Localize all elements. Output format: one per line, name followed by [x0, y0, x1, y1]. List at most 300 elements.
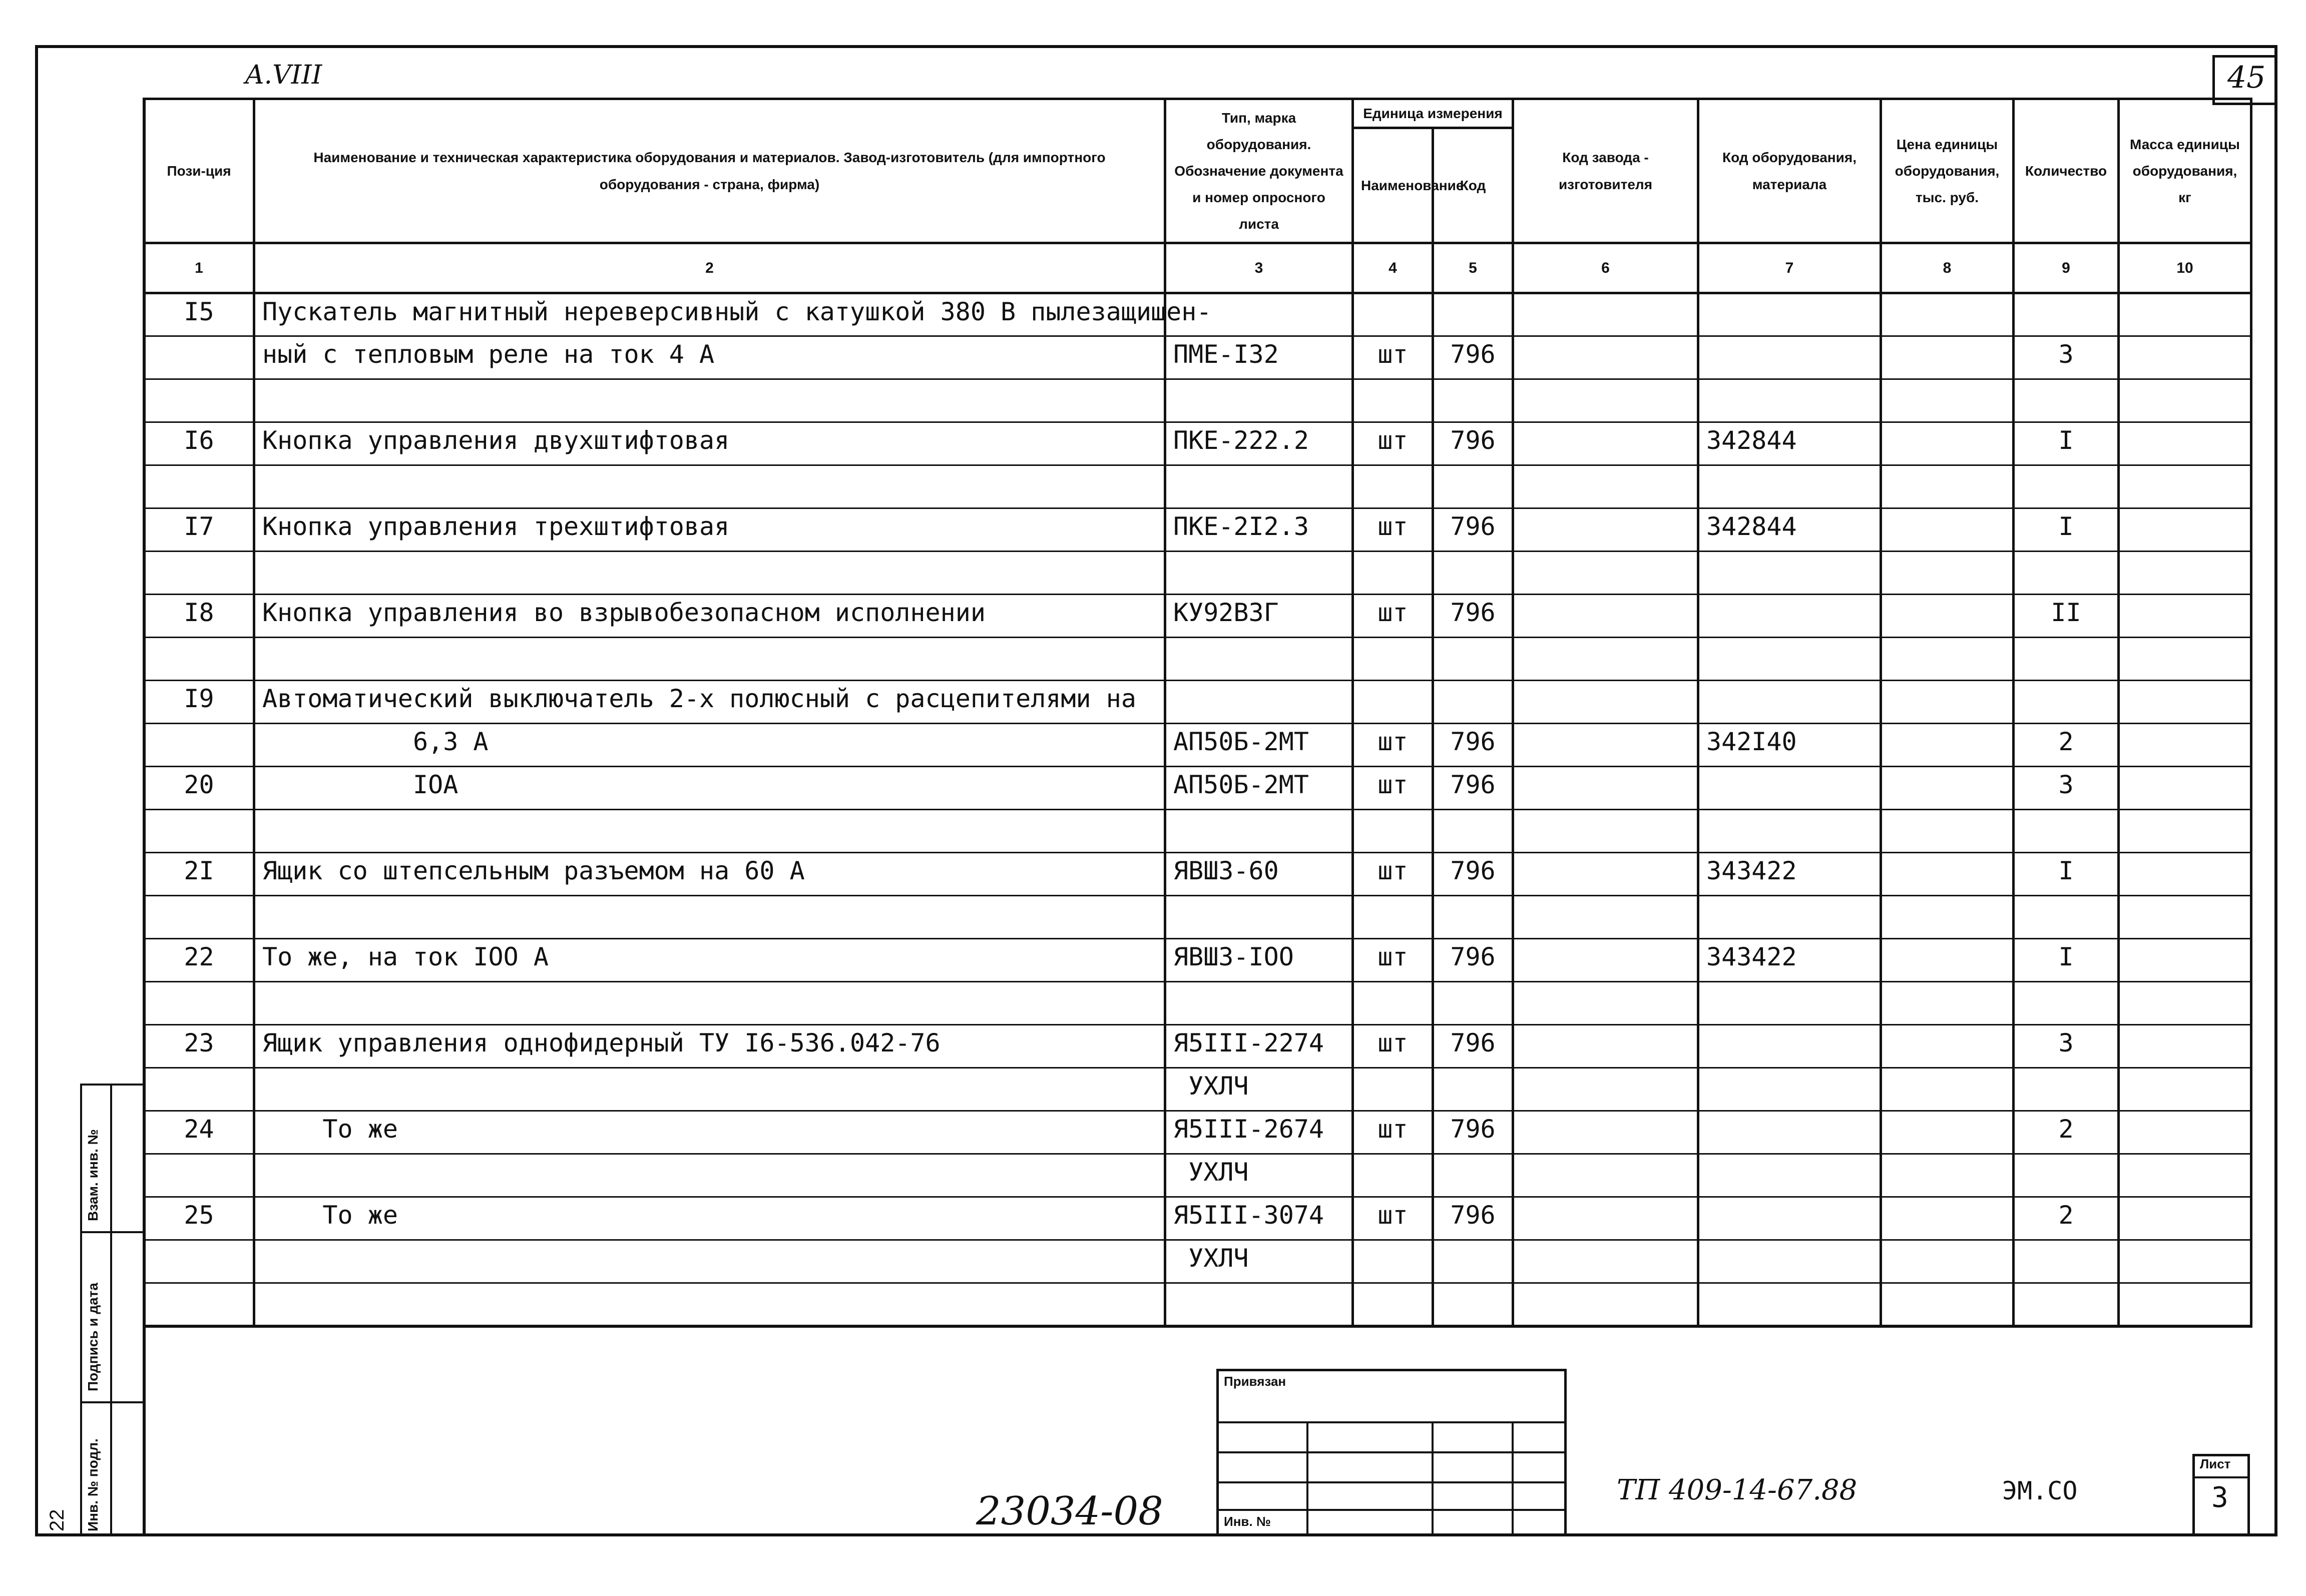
cell-equipment-code: [1698, 293, 1881, 336]
cell-equipment-code: [1698, 1240, 1881, 1283]
col-header-unit-name: Наименование: [1353, 128, 1433, 243]
col-header-price: Цена единицы оборудования, тыс. руб.: [1881, 99, 2014, 243]
col-number: 3: [1165, 243, 1353, 293]
cell-name: [254, 982, 1165, 1025]
cell-position: I5: [144, 293, 254, 336]
cell-unit-name: [1353, 1240, 1433, 1283]
cell-mass: [2119, 465, 2251, 508]
table-row: [144, 982, 2251, 1025]
cell-name: То же: [254, 1197, 1165, 1240]
cell-factory-code: [1513, 1154, 1698, 1197]
cell-unit-code: 796: [1433, 724, 1513, 767]
table-body: [144, 293, 2251, 1326]
cell-quantity: [2014, 552, 2119, 595]
cell-quantity: 2: [2014, 724, 2119, 767]
table-row: [144, 552, 2251, 595]
cell-equipment-code: 343422: [1698, 939, 1881, 982]
cell-quantity: [2014, 293, 2119, 336]
side-label-inv-podl: Инв. № подл.: [85, 1438, 101, 1531]
table-row: [144, 379, 2251, 422]
cell-position: [144, 465, 254, 508]
cell-unit-name: шт: [1353, 595, 1433, 638]
cell-position: 25: [144, 1197, 254, 1240]
cell-equipment-code: [1698, 1154, 1881, 1197]
cell-position: [144, 1154, 254, 1197]
table-header: [144, 99, 2251, 293]
cell-price: [1881, 939, 2014, 982]
cell-price: [1881, 379, 2014, 422]
cell-unit-code: [1433, 681, 1513, 724]
cell-unit-code: [1433, 293, 1513, 336]
cell-mass: [2119, 1111, 2251, 1154]
cell-unit-name: [1353, 810, 1433, 853]
cell-mass: [2119, 896, 2251, 939]
sheet-top-label: A.VIII: [245, 60, 322, 90]
cell-equipment-code: [1698, 896, 1881, 939]
cell-name: ный с тепловым реле на ток 4 А: [254, 336, 1165, 379]
cell-unit-name: шт: [1353, 767, 1433, 810]
cell-factory-code: [1513, 465, 1698, 508]
cell-price: [1881, 853, 2014, 896]
cell-price: [1881, 552, 2014, 595]
sheet-number-divider: [2192, 1476, 2250, 1478]
cell-factory-code: [1513, 422, 1698, 465]
title-grid: [1216, 1421, 1567, 1423]
cell-price: [1881, 293, 2014, 336]
cell-name: [254, 896, 1165, 939]
cell-unit-code: 796: [1433, 939, 1513, 982]
cell-quantity: [2014, 379, 2119, 422]
cell-name: 6,3 А: [254, 724, 1165, 767]
cell-name: Пускатель магнитный нереверсивный с катушкой 380 В пылезащищен-: [254, 293, 1165, 336]
cell-mass: [2119, 1068, 2251, 1111]
col-header-quantity: Количество: [2014, 99, 2119, 243]
cell-factory-code: [1513, 1240, 1698, 1283]
cell-factory-code: [1513, 379, 1698, 422]
cell-equipment-code: [1698, 681, 1881, 724]
table-row: [144, 1197, 2251, 1240]
cell-price: [1881, 1111, 2014, 1154]
cell-mass: [2119, 939, 2251, 982]
cell-quantity: [2014, 896, 2119, 939]
cell-mass: [2119, 552, 2251, 595]
cell-unit-name: шт: [1353, 939, 1433, 982]
cell-factory-code: [1513, 982, 1698, 1025]
cell-equipment-code: 342I40: [1698, 724, 1881, 767]
cell-mass: [2119, 724, 2251, 767]
cell-type: УХЛЧ: [1165, 1154, 1353, 1197]
cell-factory-code: [1513, 336, 1698, 379]
cell-equipment-code: [1698, 638, 1881, 681]
col-number: 1: [144, 243, 254, 293]
title-grid: [1306, 1421, 1308, 1536]
cell-unit-code: [1433, 1068, 1513, 1111]
table-row: [144, 336, 2251, 379]
col-header-mass: Масса единицы оборудования, кг: [2119, 99, 2251, 243]
cell-quantity: II: [2014, 595, 2119, 638]
cell-mass: [2119, 422, 2251, 465]
cell-unit-code: [1433, 1283, 1513, 1326]
cell-unit-name: шт: [1353, 508, 1433, 552]
cell-type: [1165, 552, 1353, 595]
cell-equipment-code: [1698, 767, 1881, 810]
side-divider: [80, 1401, 145, 1403]
cell-type: УХЛЧ: [1165, 1068, 1353, 1111]
cell-type: [1165, 465, 1353, 508]
side-divider: [110, 1084, 112, 1536]
cell-name: [254, 810, 1165, 853]
cell-unit-code: 796: [1433, 1025, 1513, 1068]
cell-equipment-code: [1698, 1197, 1881, 1240]
cell-unit-name: шт: [1353, 336, 1433, 379]
cell-price: [1881, 810, 2014, 853]
cell-quantity: 2: [2014, 1111, 2119, 1154]
cell-factory-code: [1513, 595, 1698, 638]
cell-name: Ящик со штепсельным разъемом на 60 А: [254, 853, 1165, 896]
cell-position: [144, 724, 254, 767]
cell-type: Я5III-2674: [1165, 1111, 1353, 1154]
cell-price: [1881, 465, 2014, 508]
cell-unit-code: [1433, 552, 1513, 595]
cell-factory-code: [1513, 1068, 1698, 1111]
cell-quantity: [2014, 681, 2119, 724]
cell-unit-code: 796: [1433, 336, 1513, 379]
cell-type: [1165, 982, 1353, 1025]
cell-mass: [2119, 853, 2251, 896]
cell-type: ЯВШЗ-60: [1165, 853, 1353, 896]
title-grid: [1432, 1421, 1434, 1536]
cell-quantity: I: [2014, 422, 2119, 465]
cell-quantity: [2014, 1283, 2119, 1326]
cell-equipment-code: [1698, 810, 1881, 853]
cell-name: То же: [254, 1111, 1165, 1154]
cell-mass: [2119, 1154, 2251, 1197]
title-grid: [1216, 1509, 1567, 1511]
cell-price: [1881, 638, 2014, 681]
cell-equipment-code: [1698, 595, 1881, 638]
cell-name: Кнопка управления во взрывобезопасном исполнении: [254, 595, 1165, 638]
cell-quantity: 3: [2014, 767, 2119, 810]
cell-unit-code: [1433, 810, 1513, 853]
cell-equipment-code: [1698, 1111, 1881, 1154]
cell-position: I9: [144, 681, 254, 724]
cell-equipment-code: [1698, 379, 1881, 422]
cell-mass: [2119, 595, 2251, 638]
cell-quantity: I: [2014, 939, 2119, 982]
table-row: [144, 595, 2251, 638]
bottom-stamp: 23034-08: [976, 1489, 1163, 1534]
cell-position: 24: [144, 1111, 254, 1154]
cell-factory-code: [1513, 681, 1698, 724]
cell-quantity: 3: [2014, 1025, 2119, 1068]
cell-type: АП50Б-2МТ: [1165, 724, 1353, 767]
cell-name: [254, 465, 1165, 508]
cell-unit-code: [1433, 896, 1513, 939]
cell-factory-code: [1513, 1283, 1698, 1326]
cell-unit-code: [1433, 982, 1513, 1025]
cell-type: АП50Б-2МТ: [1165, 767, 1353, 810]
cell-mass: [2119, 638, 2251, 681]
cell-name: [254, 552, 1165, 595]
cell-mass: [2119, 1197, 2251, 1240]
cell-position: I6: [144, 422, 254, 465]
cell-type: ПКЕ-2I2.3: [1165, 508, 1353, 552]
sheet-number: 3: [2211, 1481, 2228, 1514]
cell-mass: [2119, 336, 2251, 379]
col-header-position: Пози-ция: [144, 99, 254, 243]
cell-unit-code: [1433, 1240, 1513, 1283]
col-number: 9: [2014, 243, 2119, 293]
table-row: [144, 1240, 2251, 1283]
col-number: 6: [1513, 243, 1698, 293]
cell-unit-code: [1433, 638, 1513, 681]
spec-table: [143, 98, 2252, 1328]
col-number: 10: [2119, 243, 2251, 293]
cell-price: [1881, 1068, 2014, 1111]
cell-unit-name: шт: [1353, 853, 1433, 896]
cell-factory-code: [1513, 896, 1698, 939]
table-row: [144, 1025, 2251, 1068]
cell-position: [144, 1283, 254, 1326]
table-row: [144, 638, 2251, 681]
cell-equipment-code: [1698, 465, 1881, 508]
cell-price: [1881, 1283, 2014, 1326]
table-row: [144, 508, 2251, 552]
cell-quantity: [2014, 810, 2119, 853]
cell-position: [144, 1240, 254, 1283]
cell-mass: [2119, 1025, 2251, 1068]
table-row: [144, 767, 2251, 810]
table-row: [144, 724, 2251, 767]
cell-type: [1165, 638, 1353, 681]
side-divider: [80, 1231, 145, 1233]
table-row: [144, 1283, 2251, 1326]
cell-unit-name: [1353, 1068, 1433, 1111]
section-code: ЭМ.СО: [2002, 1476, 2078, 1505]
cell-position: [144, 638, 254, 681]
privyazan-label: Привязан: [1224, 1374, 1286, 1389]
col-header-type: Тип, марка оборудования. Обозначение документа и номер опросного листа: [1165, 99, 1353, 243]
cell-unit-code: 796: [1433, 767, 1513, 810]
cell-quantity: 2: [2014, 1197, 2119, 1240]
cell-type: ПКЕ-222.2: [1165, 422, 1353, 465]
cell-quantity: [2014, 465, 2119, 508]
cell-name: [254, 1283, 1165, 1326]
col-number: 5: [1433, 243, 1513, 293]
table-row: [144, 1111, 2251, 1154]
cell-name: [254, 1154, 1165, 1197]
cell-unit-name: [1353, 552, 1433, 595]
table-row: [144, 810, 2251, 853]
cell-position: 23: [144, 1025, 254, 1068]
table-row: [144, 1154, 2251, 1197]
cell-position: [144, 810, 254, 853]
cell-type: [1165, 896, 1353, 939]
table-row: [144, 1068, 2251, 1111]
cell-type: [1165, 379, 1353, 422]
cell-unit-name: шт: [1353, 724, 1433, 767]
cell-position: 22: [144, 939, 254, 982]
cell-name: Ящик управления однофидерный ТУ I6-536.042-76: [254, 1025, 1165, 1068]
cell-type: КУ92ВЗГ: [1165, 595, 1353, 638]
cell-position: [144, 552, 254, 595]
cell-factory-code: [1513, 1197, 1698, 1240]
cell-type: [1165, 1283, 1353, 1326]
cell-type: Я5III-3074: [1165, 1197, 1353, 1240]
cell-name: Кнопка управления двухштифтовая: [254, 422, 1165, 465]
cell-quantity: [2014, 982, 2119, 1025]
cell-equipment-code: [1698, 336, 1881, 379]
cell-quantity: [2014, 1240, 2119, 1283]
cell-quantity: I: [2014, 853, 2119, 896]
table-row: [144, 896, 2251, 939]
cell-factory-code: [1513, 1025, 1698, 1068]
cell-unit-code: 796: [1433, 508, 1513, 552]
cell-name: Кнопка управления трехштифтовая: [254, 508, 1165, 552]
cell-unit-code: 796: [1433, 1111, 1513, 1154]
cell-position: [144, 336, 254, 379]
cell-position: 20: [144, 767, 254, 810]
title-grid: [1512, 1421, 1514, 1536]
cell-equipment-code: [1698, 1025, 1881, 1068]
title-grid: [1216, 1451, 1567, 1453]
table-row: [144, 293, 2251, 336]
cell-type: [1165, 810, 1353, 853]
cell-unit-name: шт: [1353, 1025, 1433, 1068]
cell-quantity: 3: [2014, 336, 2119, 379]
cell-price: [1881, 896, 2014, 939]
cell-name: IOA: [254, 767, 1165, 810]
side-label-vzam-inv: Взам. инв. №: [85, 1129, 101, 1221]
cell-quantity: [2014, 638, 2119, 681]
cell-mass: [2119, 1240, 2251, 1283]
cell-equipment-code: [1698, 982, 1881, 1025]
cell-unit-name: [1353, 1283, 1433, 1326]
cell-factory-code: [1513, 293, 1698, 336]
cell-price: [1881, 1154, 2014, 1197]
cell-equipment-code: [1698, 552, 1881, 595]
cell-factory-code: [1513, 724, 1698, 767]
table-row: [144, 853, 2251, 896]
col-header-equipment-code: Код оборудования, материала: [1698, 99, 1881, 243]
cell-unit-code: 796: [1433, 422, 1513, 465]
cell-price: [1881, 1240, 2014, 1283]
cell-factory-code: [1513, 1111, 1698, 1154]
cell-position: [144, 379, 254, 422]
cell-mass: [2119, 379, 2251, 422]
cell-position: [144, 982, 254, 1025]
cell-type: [1165, 681, 1353, 724]
table-row: [144, 939, 2251, 982]
corner-mark: 22: [46, 1509, 68, 1531]
cell-quantity: I: [2014, 508, 2119, 552]
cell-name: [254, 379, 1165, 422]
cell-unit-name: [1353, 379, 1433, 422]
cell-unit-name: [1353, 896, 1433, 939]
cell-unit-code: 796: [1433, 853, 1513, 896]
sheet-label: Лист: [2200, 1456, 2231, 1471]
cell-name: [254, 1068, 1165, 1111]
cell-name: Автоматический выключатель 2-х полюсный с расцепителями на: [254, 681, 1165, 724]
cell-unit-name: шт: [1353, 1197, 1433, 1240]
cell-price: [1881, 982, 2014, 1025]
cell-price: [1881, 595, 2014, 638]
col-number: 8: [1881, 243, 2014, 293]
cell-type: УХЛЧ: [1165, 1240, 1353, 1283]
cell-price: [1881, 336, 2014, 379]
col-header-unit-code: Код: [1433, 128, 1513, 243]
cell-name: То же, на ток IOO А: [254, 939, 1165, 982]
column-number-row: [144, 243, 2251, 293]
cell-unit-name: шт: [1353, 1111, 1433, 1154]
cell-price: [1881, 724, 2014, 767]
side-label-podpis-data: Подпись и дата: [85, 1283, 101, 1391]
cell-unit-name: [1353, 638, 1433, 681]
cell-factory-code: [1513, 508, 1698, 552]
cell-equipment-code: [1698, 1068, 1881, 1111]
cell-unit-code: 796: [1433, 1197, 1513, 1240]
cell-factory-code: [1513, 767, 1698, 810]
cell-unit-name: [1353, 465, 1433, 508]
cell-unit-code: [1433, 379, 1513, 422]
cell-unit-name: [1353, 982, 1433, 1025]
cell-factory-code: [1513, 638, 1698, 681]
cell-mass: [2119, 810, 2251, 853]
cell-factory-code: [1513, 853, 1698, 896]
cell-equipment-code: 342844: [1698, 422, 1881, 465]
cell-position: 2I: [144, 853, 254, 896]
col-number: 2: [254, 243, 1165, 293]
inv-label: Инв. №: [1224, 1514, 1271, 1529]
cell-position: I7: [144, 508, 254, 552]
cell-type: ЯВШЗ-IOO: [1165, 939, 1353, 982]
cell-equipment-code: 342844: [1698, 508, 1881, 552]
table-row: [144, 422, 2251, 465]
cell-price: [1881, 508, 2014, 552]
cell-name: [254, 638, 1165, 681]
cell-position: I8: [144, 595, 254, 638]
cell-mass: [2119, 293, 2251, 336]
col-number: 4: [1353, 243, 1433, 293]
col-number: 7: [1698, 243, 1881, 293]
cell-mass: [2119, 982, 2251, 1025]
cell-unit-name: [1353, 681, 1433, 724]
cell-price: [1881, 422, 2014, 465]
cell-unit-name: [1353, 293, 1433, 336]
cell-unit-code: 796: [1433, 595, 1513, 638]
cell-unit-code: [1433, 465, 1513, 508]
cell-unit-name: шт: [1353, 422, 1433, 465]
cell-price: [1881, 1025, 2014, 1068]
table-row: [144, 681, 2251, 724]
cell-position: [144, 896, 254, 939]
cell-mass: [2119, 508, 2251, 552]
cell-price: [1881, 1197, 2014, 1240]
cell-unit-code: [1433, 1154, 1513, 1197]
cell-mass: [2119, 767, 2251, 810]
cell-position: [144, 1068, 254, 1111]
title-grid: [1216, 1481, 1567, 1483]
table-row: [144, 465, 2251, 508]
cell-type: Я5III-2274: [1165, 1025, 1353, 1068]
cell-factory-code: [1513, 939, 1698, 982]
cell-name: [254, 1240, 1165, 1283]
col-header-name: Наименование и техническая характеристика оборудования и материалов. Завод-изготовитель (для импортного оборудования - страна, фирма): [254, 99, 1165, 243]
cell-type: ПМЕ-I32: [1165, 336, 1353, 379]
cell-price: [1881, 767, 2014, 810]
cell-quantity: [2014, 1154, 2119, 1197]
cell-mass: [2119, 681, 2251, 724]
